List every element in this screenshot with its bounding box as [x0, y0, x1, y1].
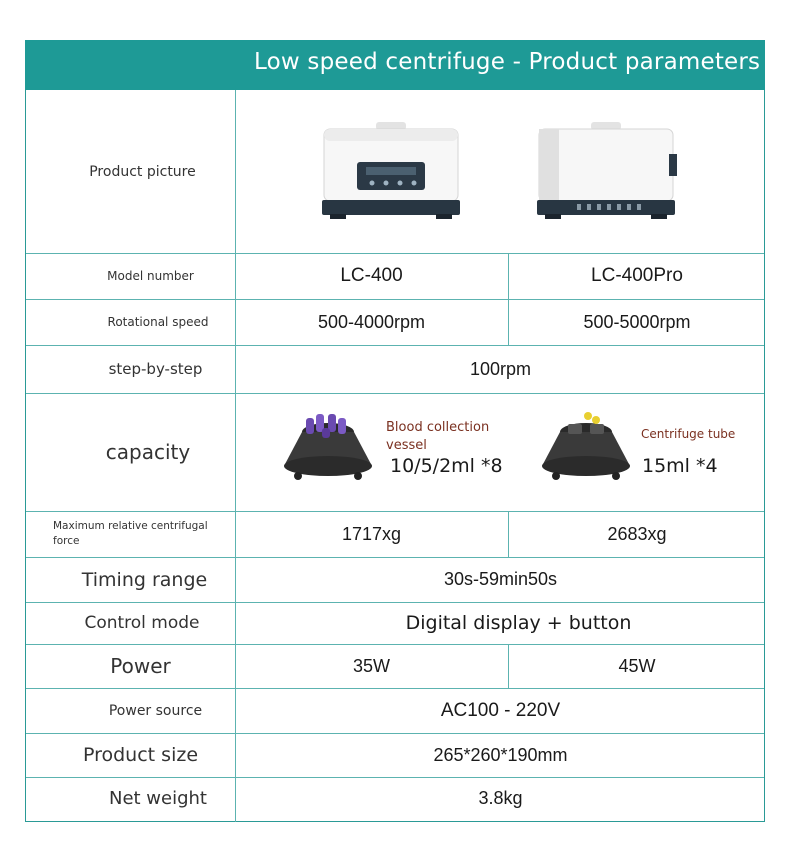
- capacity-blood-vessel: 10/5/2ml *8: [390, 455, 503, 477]
- power-source-value: AC100 - 220V: [440, 699, 561, 721]
- row-label-power-source: Power source: [108, 702, 203, 719]
- row-label-control-mode: Control mode: [84, 613, 200, 633]
- row-label-power: Power: [110, 654, 171, 678]
- speed-lc400pro: 500-5000rpm: [583, 311, 691, 332]
- net-weight-value: 3.8kg: [478, 788, 523, 808]
- rcf-lc400: 1717xg: [341, 523, 402, 544]
- product-image-lc400: [316, 120, 466, 225]
- row-label-net-weight: Net weight: [108, 788, 207, 809]
- product-image-lc400pro: [531, 120, 681, 225]
- row-label-max-rcf: Maximum relative centrifugal force: [53, 520, 208, 547]
- parameters-table: [25, 90, 765, 822]
- model-lc400: LC-400: [340, 265, 403, 286]
- table-header: [25, 40, 765, 90]
- page-title: Low speed centrifuge - Product parameters: [254, 49, 761, 75]
- row-label-step-by-step: step-by-step: [108, 360, 203, 378]
- step-value: 100rpm: [469, 358, 532, 379]
- product-size-value: 265*260*190mm: [433, 744, 568, 765]
- power-lc400pro: 45W: [618, 655, 656, 676]
- row-label-rotational-speed: Rotational speed: [107, 315, 209, 329]
- row-label-timing-range: Timing range: [81, 568, 208, 591]
- capacity-centrifuge-tube: 15ml *4: [642, 455, 718, 477]
- power-lc400: 35W: [352, 655, 390, 676]
- row-label-model-number: Model number: [107, 269, 194, 283]
- speed-lc400: 500-4000rpm: [317, 311, 426, 332]
- rcf-lc400pro: 2683xg: [607, 523, 667, 544]
- row-label-capacity: capacity: [105, 440, 191, 464]
- timing-value: 30s-59min50s: [443, 569, 558, 589]
- control-value: Digital display + button: [405, 612, 632, 634]
- rotor-image-centrifuge-tube: [536, 408, 636, 486]
- caption-blood-vessel: Blood collection vessel: [386, 420, 490, 453]
- row-label-product-size: Product size: [82, 744, 199, 766]
- model-lc400pro: LC-400Pro: [591, 265, 683, 286]
- caption-centrifuge-tube: Centrifuge tube: [641, 427, 736, 441]
- row-label-product-picture: Product picture: [89, 163, 196, 180]
- rotor-image-blood-vessel: [278, 408, 378, 486]
